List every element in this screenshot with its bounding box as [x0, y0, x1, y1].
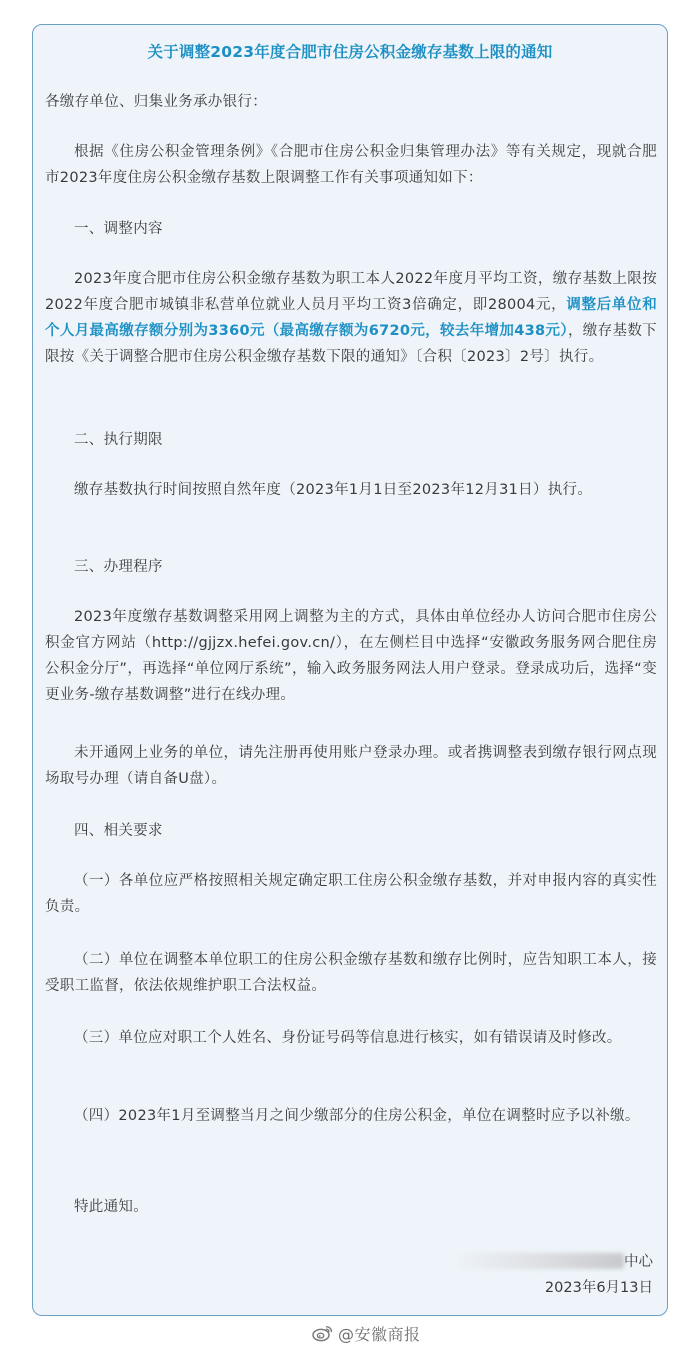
issuer-signature — [454, 1249, 653, 1275]
requirement-item: （三）单位应对职工个人姓名、身份证号码等信息进行核实，如有错误请及时修改。 — [74, 1030, 622, 1046]
section3-paragraph-2: 未开通网上业务的单位，请先注册再使用账户登录办理。或者携调整表到缴存银行网点现场取号办理（请自备U盘）。 — [45, 745, 657, 787]
obscured-text — [454, 1253, 624, 1269]
section1-highlight: 调整后单位和个人月最高缴存额分别为3360元（最高缴存额为6720元，较去年增加438元） — [45, 297, 657, 339]
notice-card — [32, 24, 668, 1316]
salutation: 各缴存单位、归集业务承办银行： — [45, 94, 267, 110]
section4-heading: 四、相关要求 — [74, 823, 163, 839]
watermark — [312, 1318, 421, 1348]
section2-paragraph: 缴存基数执行时间按照自然年度（2023年1月1日至2023年12月31日）执行。 — [74, 482, 593, 498]
intro-paragraph: 根据《住房公积金管理条例》《合肥市住房公积金归集管理办法》等有关规定，现就合肥市2023年度住房公积金缴存基数上限调整工作有关事项通知如下： — [45, 144, 657, 186]
section1-text-after: ，缴存基数下限按《关于调整合肥市住房公积金缴存基数下限的通知》〔合积〔2023〕2号〕执行。 — [45, 323, 657, 365]
watermark-text: @安徽商报 — [338, 1324, 421, 1344]
requirement-item: （二）单位在调整本单位职工的住房公积金缴存基数和缴存比例时，应告知职工本人，接受职工监督，依法依规维护职工合法权益。 — [45, 952, 657, 994]
notice-title: 关于调整2023年度合肥市住房公积金缴存基数上限的通知 — [147, 43, 553, 61]
section2-heading: 二、执行期限 — [74, 432, 163, 448]
notice-date: 2023年6月13日 — [544, 1280, 653, 1296]
requirement-item: （四）2023年1月至调整当月之间少缴部分的住房公积金，单位在调整时应予以补缴。 — [74, 1108, 640, 1124]
issuer-name-visible: 中心 — [624, 1254, 653, 1270]
section1-paragraph — [45, 266, 657, 370]
requirement-item: （一）各单位应严格按照相关规定确定职工住房公积金缴存基数，并对申报内容的真实性负责。 — [45, 873, 657, 915]
section1-text-before: 2023年度合肥市住房公积金缴存基数为职工本人2022年度月平均工资，缴存基数上限按2022年度合肥市城镇非私营单位就业人员月平均工资3倍确定，即28004元， — [45, 271, 657, 313]
section3-paragraph-1: 2023年度缴存基数调整采用网上调整为主的方式，具体由单位经办人访问合肥市住房公积金官方网站（http://gjjzx.hefei.gov.cn/），在左侧栏目中选择“安徽政务服务网合肥住房公积金分厅”，再选择“单位网厅系统”，输入政务服务网法人用户登录。登录成功后，选择“变更业务-缴存基数调整”进行在线办理。 — [45, 609, 657, 703]
section3-heading: 三、办理程序 — [74, 559, 163, 575]
section1-heading: 一、调整内容 — [74, 221, 163, 237]
weibo-icon — [312, 1324, 334, 1342]
closing-text: 特此通知。 — [74, 1199, 148, 1215]
